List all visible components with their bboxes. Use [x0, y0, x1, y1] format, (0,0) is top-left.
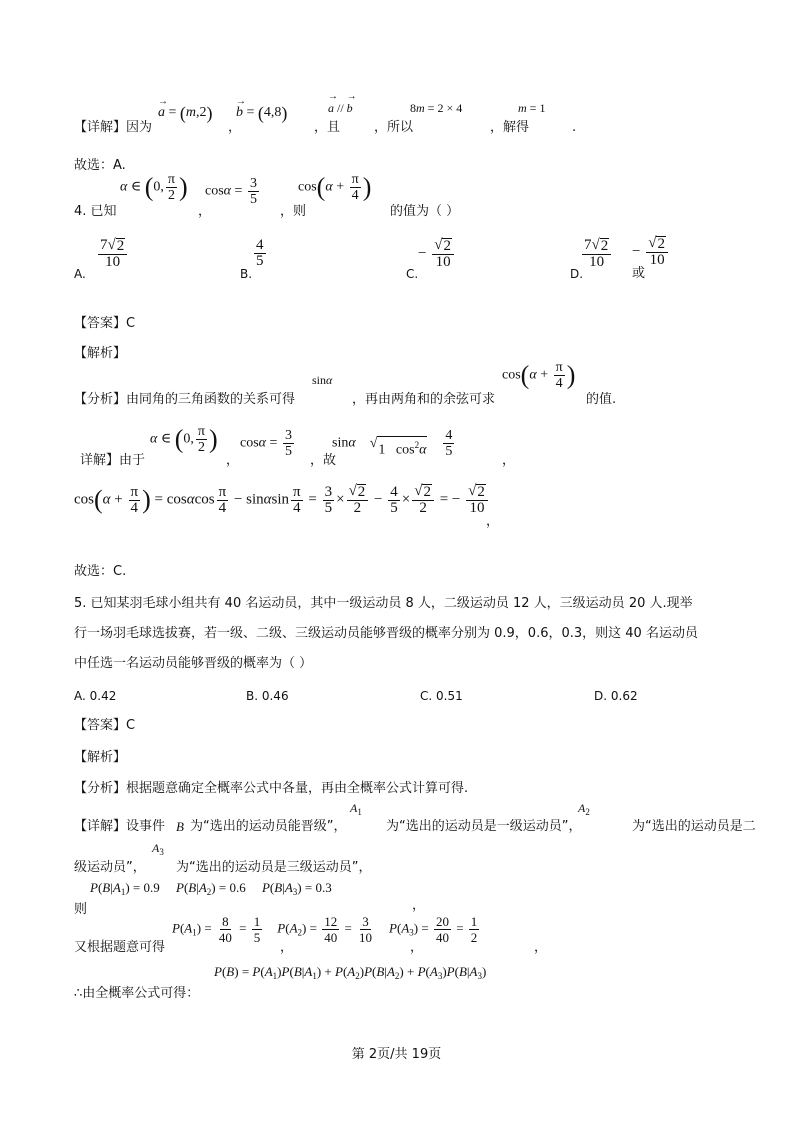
- q4-stem-comma2: ，则: [280, 204, 307, 219]
- q4-alpha-range: α ∈ (0, $\frac{\pi}{2}$ ): [120, 172, 188, 203]
- q5-event-a3: $A_3$: [152, 841, 164, 857]
- equation-8m: 8m = 2 × 4: [410, 101, 463, 115]
- q5-yougen-comma2: ，: [410, 940, 424, 955]
- q5-detail-2a: 级运动员”，: [74, 860, 146, 875]
- q5-line2: 行一场羽毛球选拔赛，若一级、二级、三级运动员能够晋级的概率分别为 0.9，0.6，0.3，则这 40 名运动员: [74, 626, 698, 641]
- q5-prior-probs: $P(A_1)$ = $\frac{8}{40}$ = $\frac{1}{5}$ $P(A_2)$ = $\frac{12}{40}$ = $\frac{3}{10}$ $P(A_3)$ = $\frac{20}{40}$ = $\frac{1}{2}$: [172, 914, 478, 945]
- vector-a-def: → a = (m,2): [158, 100, 213, 126]
- q4-detail-gu: ，故: [310, 453, 337, 468]
- q4-stem-prefix: 4. 已知: [74, 204, 117, 219]
- q5-yougen: 又根据题意可得: [74, 940, 166, 955]
- q4-option-a-value: 7√ 2 10: [96, 238, 129, 270]
- q4-option-d-value2: − √ 2 10: [632, 236, 670, 268]
- q4-option-d-label: D.: [570, 267, 584, 281]
- q5-option-c: C. 0.51: [420, 689, 463, 703]
- q5-detail-1b: 为“选出的运动员能晋级”，: [190, 819, 347, 834]
- q5-detail-1a: 【详解】设事件: [74, 819, 166, 834]
- q5-total-prob-formula: $P(B) = P(A_1)P(B|A_1) + P(A_2)P(B|A_2) + P(A_3)P(B|A_3)$: [214, 964, 487, 981]
- q5-event-a1: $A_1$: [350, 801, 362, 817]
- q4-detail-alpha-range: α ∈ (0, $\frac{\pi}{2}$ ): [150, 424, 218, 455]
- q4-answer: 【答案】C: [74, 316, 136, 331]
- detail-q3-label: 【详解】因为: [74, 120, 153, 135]
- q4-choose: 故选：C.: [74, 564, 127, 579]
- q5-conditional-probs: $P(B|A_1) = 0.9$ $P(B|A_2) = 0.6$ $P(B|A_3) = 0.3$: [90, 880, 332, 897]
- q5-line1: 5. 已知某羽毛球小组共有 40 名运动员，其中一级运动员 8 人，二级运动员 12 人，三级运动员 20 人.现举: [74, 596, 693, 611]
- detail-q3-comma2: ，且: [314, 120, 341, 135]
- vector-b-def: → b = (4,8): [236, 100, 287, 126]
- q5-option-d: D. 0.62: [594, 689, 638, 703]
- q4-option-c-label: C.: [406, 267, 419, 281]
- q5-event-a2: $A_2$: [578, 801, 590, 817]
- q4-detail-end: ，: [502, 453, 516, 468]
- q5-option-b: B. 0.46: [246, 689, 289, 703]
- answer-q3: 故选：A.: [74, 158, 126, 173]
- detail-q3-period: .: [572, 120, 577, 135]
- q4-sin-alpha: sinα: [312, 373, 333, 387]
- q4-option-a-label: A.: [74, 267, 86, 281]
- q5-option-a: A. 0.42: [74, 689, 117, 703]
- q5-analysis: 【解析】: [74, 750, 127, 765]
- q5-ze: 则: [74, 902, 88, 917]
- q4-cos-alpha: cosα = $\frac{3}{5}$: [205, 176, 257, 207]
- q4-option-c-value: − √ 2 10: [418, 238, 456, 270]
- q4-fenxi-1: 【分析】由同角的三角函数的关系可得: [74, 392, 296, 407]
- q4-cos-sum-2: cos(α + $\frac{\pi}{4}$ ): [502, 360, 576, 391]
- detail-q3-comma3: ，所以: [374, 120, 414, 135]
- page-footer: 第 2页/共 19页: [351, 1047, 442, 1062]
- detail-q3-comma1: ，: [228, 120, 242, 135]
- q4-option-d-value1: 7√ 2 10: [580, 238, 613, 270]
- q5-line3: 中任选一名运动员能够晋级的概率为（ ）: [74, 656, 313, 671]
- q5-detail-1c: 为“选出的运动员是一级运动员”，: [386, 819, 582, 834]
- q4-final-equation: cos(α + $\frac{\pi}{4}$ ) = cosαcos $\frac{\pi}{4}$ − sinαsin $\frac{\pi}{4}$ = $\frac{3}{5}$ × √ 2 2 − $\frac{4}{5}$ × √ 2 2 = − √ 2 10: [74, 484, 490, 516]
- q5-detail-1d: 为“选出的运动员是二: [632, 819, 756, 834]
- q5-event-b: B: [176, 819, 184, 834]
- q4-cos-sum: cos(α + $\frac{\pi}{4}$ ): [298, 172, 372, 203]
- q4-option-b-value: $\frac{4}{5}$: [256, 237, 264, 269]
- q4-final-comma: ，: [486, 514, 500, 529]
- q4-fenxi-3: 的值.: [586, 392, 617, 407]
- q5-detail-2b: 为“选出的运动员是三级运动员”，: [176, 860, 372, 875]
- q4-analysis: 【解析】: [74, 346, 127, 361]
- q4-stem-suffix: 的值为（ ）: [390, 204, 460, 219]
- q4-detail-1: 详解】由于: [80, 453, 146, 468]
- q4-detail-comma: ，: [226, 453, 240, 468]
- parallel-condition: → a // → b: [328, 100, 353, 116]
- q5-fenxi: 【分析】根据题意确定全概率公式中各量，再由全概率公式计算可得.: [74, 781, 469, 796]
- detail-q3-comma4: ，解得: [490, 120, 530, 135]
- q4-option-d-or: 或: [632, 266, 646, 281]
- q5-yougen-comma3: ，: [534, 940, 548, 955]
- q4-detail-sin-alpha: sinα √ 1 $\cos^2\alpha$ $\frac{4}{5}$: [332, 428, 453, 459]
- q4-fenxi-2: ，再由两角和的余弦可求: [352, 392, 496, 407]
- q5-ze-comma: ，: [412, 898, 426, 913]
- q4-detail-cos-alpha: cosα = $\frac{3}{5}$: [240, 428, 292, 459]
- q5-quangailv: ∴由全概率公式可得：: [74, 986, 200, 1001]
- q4-option-b-label: B.: [240, 267, 253, 281]
- q5-answer: 【答案】C: [74, 718, 136, 733]
- solution-m: m = 1: [518, 101, 546, 115]
- q5-yougen-comma1: ，: [280, 940, 294, 955]
- q4-stem-comma1: ，: [198, 204, 212, 219]
